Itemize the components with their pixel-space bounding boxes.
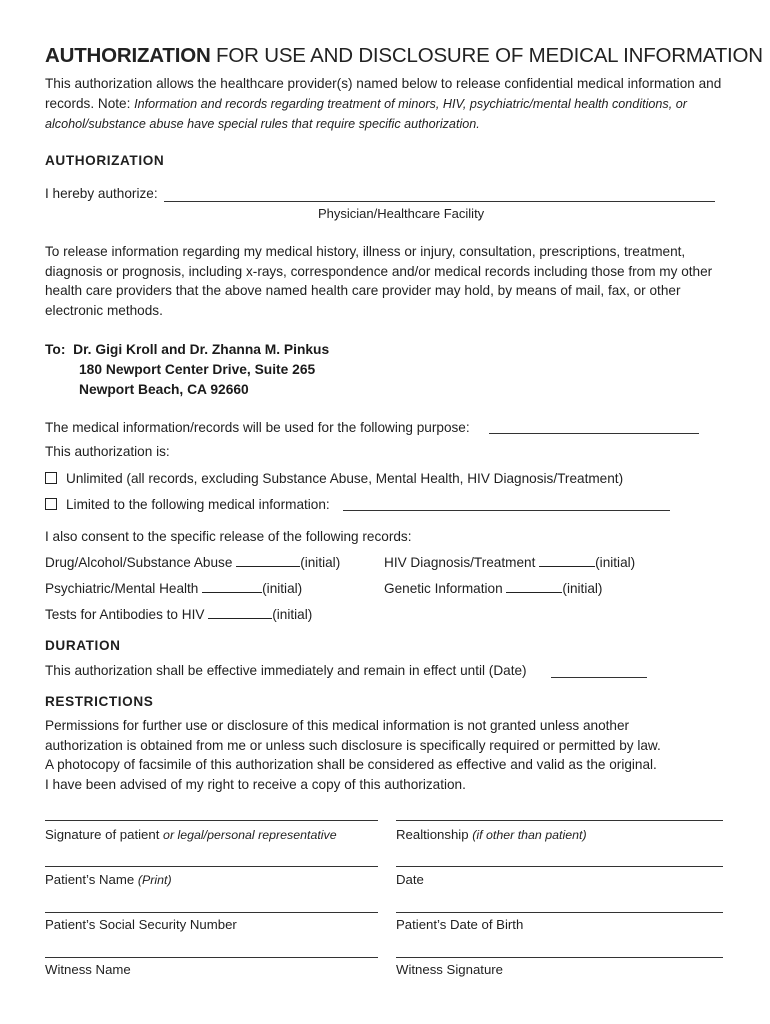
authorize-row bbox=[45, 184, 158, 204]
sig-patient-italic: or legal/personal representative bbox=[163, 828, 337, 842]
consent-label-drug: Drug/Alcohol/Substance Abuse bbox=[45, 555, 233, 570]
restrictions-heading: RESTRICTIONS bbox=[45, 694, 154, 709]
date-field[interactable] bbox=[396, 866, 723, 867]
duration-date-field[interactable] bbox=[551, 677, 647, 678]
relationship-italic: (if other than patient) bbox=[472, 828, 587, 842]
initial-field-genetic[interactable] bbox=[506, 580, 562, 593]
initial-field-psychiatric[interactable] bbox=[202, 580, 262, 593]
consent-label-genetic: Genetic Information bbox=[384, 581, 503, 596]
limited-label: Limited to the following medical information: bbox=[66, 497, 330, 512]
purpose-label: The medical information/records will be used for the following purpose: bbox=[45, 420, 470, 435]
patient-name-field[interactable] bbox=[45, 866, 378, 867]
initial-field-drug[interactable] bbox=[236, 554, 300, 567]
consent-label-hiv: HIV Diagnosis/Treatment bbox=[384, 555, 536, 570]
patient-name-italic: (Print) bbox=[137, 873, 172, 887]
intro-note: Information and records regarding treatment of minors, HIV, psychiatric/mental health conditions, or alcohol/substance abuse have special rules that require specific authorization. bbox=[45, 96, 687, 131]
initial-suffix: (initial) bbox=[272, 607, 313, 622]
witness-signature-field[interactable] bbox=[396, 957, 723, 958]
consent-item-drug bbox=[45, 553, 340, 573]
patient-name-label bbox=[45, 872, 172, 887]
title-rest: FOR USE AND DISCLOSURE OF MEDICAL INFORMATION bbox=[210, 44, 763, 67]
limited-option bbox=[45, 495, 330, 515]
unlimited-option bbox=[45, 469, 623, 489]
restrictions-line-4: I have been advised of my right to receive a copy of this authorization. bbox=[45, 777, 466, 792]
initial-field-hiv[interactable] bbox=[539, 554, 595, 567]
limited-checkbox[interactable] bbox=[45, 498, 57, 510]
authorize-field[interactable] bbox=[164, 201, 715, 202]
initial-field-antibodies[interactable] bbox=[208, 606, 272, 619]
consent-item-psychiatric bbox=[45, 579, 302, 599]
patient-signature-field[interactable] bbox=[45, 820, 378, 821]
dob-field[interactable] bbox=[396, 912, 723, 913]
witness-name-field[interactable] bbox=[45, 957, 378, 958]
consent-label-psychiatric: Psychiatric/Mental Health bbox=[45, 581, 199, 596]
intro-text: This authorization allows the healthcare provider(s) named below to release confidential medical information and records. Note: bbox=[45, 76, 722, 111]
unlimited-label: Unlimited (all records, excluding Substance Abuse, Mental Health, HIV Diagnosis/Treatment) bbox=[66, 471, 624, 486]
witness-name-label: Witness Name bbox=[45, 962, 131, 977]
recipient-name-line bbox=[45, 340, 329, 360]
initial-suffix: (initial) bbox=[595, 555, 636, 570]
dob-label: Patient’s Date of Birth bbox=[396, 917, 524, 932]
ssn-field[interactable] bbox=[45, 912, 378, 913]
consent-label-antibodies: Tests for Antibodies to HIV bbox=[45, 607, 205, 622]
title-bold: AUTHORIZATION bbox=[45, 44, 211, 67]
to-label: To: bbox=[45, 342, 66, 357]
relationship-label bbox=[396, 827, 587, 842]
initial-suffix: (initial) bbox=[300, 555, 341, 570]
patient-signature-label bbox=[45, 827, 337, 842]
recipient-city: Newport Beach, CA 92660 bbox=[79, 382, 249, 397]
relationship-field[interactable] bbox=[396, 820, 723, 821]
initial-suffix: (initial) bbox=[262, 581, 303, 596]
sig-patient-text: Signature of patient bbox=[45, 827, 164, 842]
duration-heading: DURATION bbox=[45, 638, 121, 653]
authorization-heading: AUTHORIZATION bbox=[45, 153, 165, 168]
initial-suffix: (initial) bbox=[562, 581, 603, 596]
facility-caption: Physician/Healthcare Facility bbox=[318, 206, 485, 221]
restrictions-line-1: Permissions for further use or disclosure of this medical information is not granted unless another bbox=[45, 718, 630, 733]
purpose-field[interactable] bbox=[489, 433, 699, 434]
recipient-name: Dr. Gigi Kroll and Dr. Zhanna M. Pinkus bbox=[73, 342, 330, 357]
intro-paragraph bbox=[45, 74, 735, 135]
relationship-text: Realtionship bbox=[396, 827, 473, 842]
limited-field[interactable] bbox=[343, 510, 670, 511]
recipient-address: 180 Newport Center Drive, Suite 265 bbox=[79, 362, 316, 377]
date-label: Date bbox=[396, 872, 424, 887]
consent-item-antibodies bbox=[45, 605, 312, 625]
consent-item-hiv bbox=[384, 553, 635, 573]
release-paragraph: To release information regarding my medical history, illness or injury, consultation, prescriptions, treatment, diagnosis or prognosis, including x-rays, correspondence and/or medical records including those from my other health care providers that the above named health care provider may hold, by means of mail, fax, or other electronic methods. bbox=[45, 244, 713, 318]
restrictions-line-2: authorization is obtained from me or unless such disclosure is specifically required or permitted by law. bbox=[45, 738, 661, 753]
authorize-label: I hereby authorize: bbox=[45, 186, 158, 201]
scope-label: This authorization is: bbox=[45, 444, 170, 459]
patient-name-text: Patient’s Name bbox=[45, 872, 138, 887]
unlimited-checkbox[interactable] bbox=[45, 472, 57, 484]
duration-text: This authorization shall be effective immediately and remain in effect until (Date) bbox=[45, 663, 527, 678]
consent-intro: I also consent to the specific release of the following records: bbox=[45, 529, 412, 544]
consent-item-genetic bbox=[384, 579, 602, 599]
recipient-block bbox=[45, 340, 329, 400]
witness-signature-label: Witness Signature bbox=[396, 962, 504, 977]
ssn-label: Patient’s Social Security Number bbox=[45, 917, 237, 932]
restrictions-line-3: A photocopy of facsimile of this authorization shall be considered as effective and valid as the original. bbox=[45, 757, 657, 772]
form-title bbox=[45, 44, 763, 68]
